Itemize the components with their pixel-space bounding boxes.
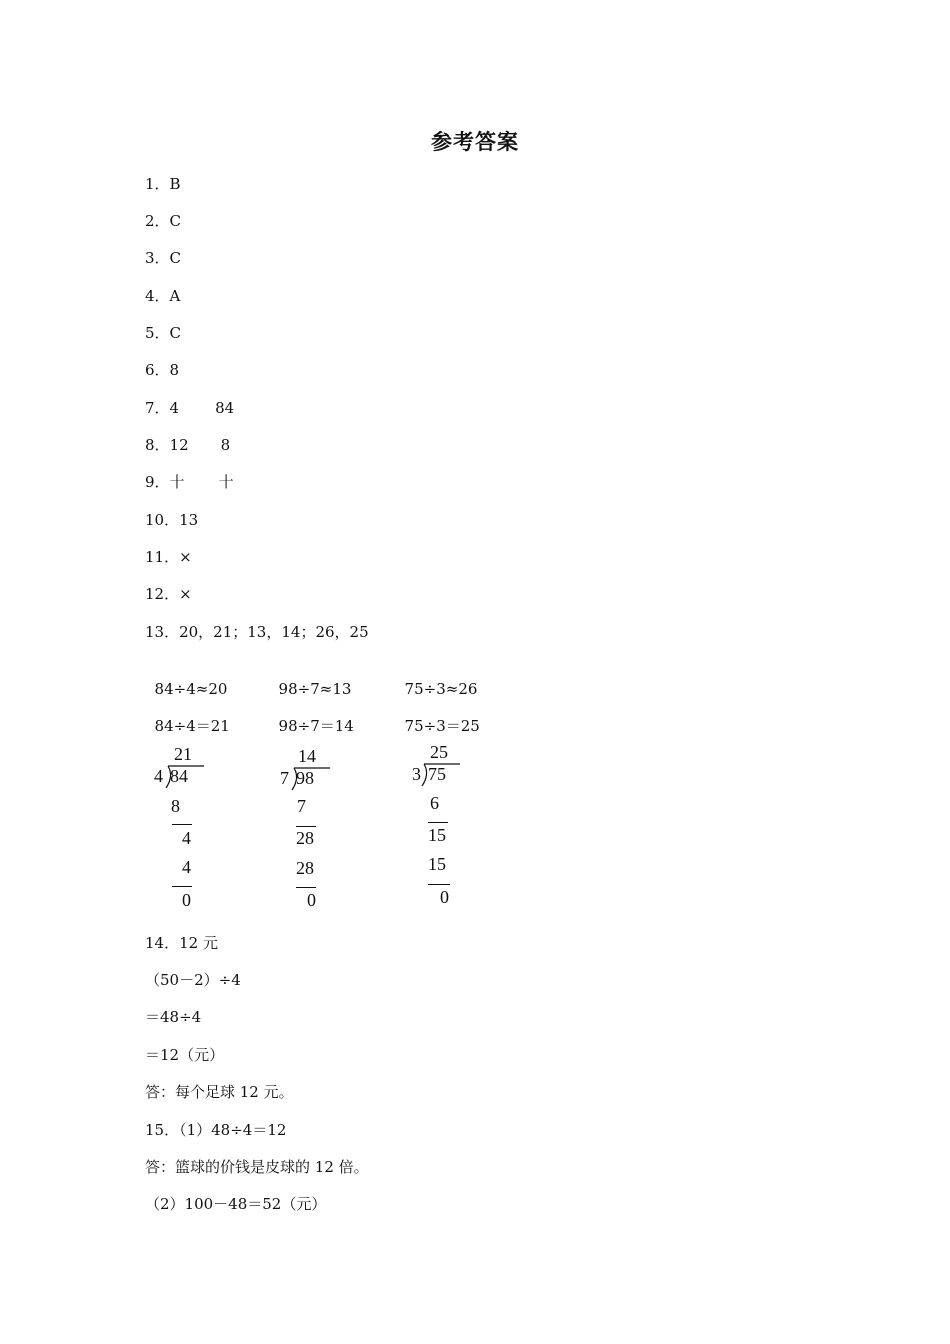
estimate-row — [145, 659, 477, 699]
answer-label: 13． — [145, 623, 180, 641]
answer-value: 12 — [169, 436, 189, 454]
estimate-2: 98÷7≈13 — [278, 680, 352, 698]
rule-line — [428, 822, 448, 823]
answer-label: 4． — [145, 287, 170, 305]
division-bracket — [160, 762, 220, 792]
remainder-1: 4 — [182, 828, 191, 848]
answer-value-2: 十 — [218, 473, 234, 491]
q15-step-1: 15．（1）48÷4＝12 — [145, 1121, 287, 1139]
answer-8 — [145, 435, 230, 455]
answer-value: C — [169, 324, 182, 342]
answer-label: 2． — [145, 212, 170, 230]
answer-value-2: 8 — [220, 436, 231, 454]
answer-value: × — [179, 548, 192, 566]
answer-10 — [145, 510, 198, 530]
quotient: 21 — [174, 744, 192, 764]
answer-label: 1． — [145, 175, 170, 193]
answer-label: 9． — [145, 473, 170, 491]
answer-value: 20，21；13，14；26，25 — [179, 623, 369, 641]
answer-label: 10． — [145, 511, 180, 529]
rule-line — [296, 826, 316, 827]
remainder-2: 0 — [440, 887, 449, 907]
q14-step-3: ＝12（元） — [145, 1046, 225, 1064]
answer-3 — [145, 248, 181, 268]
q14-step-1: （50－2）÷4 — [145, 971, 241, 989]
q15-answer-1: 答：篮球的价钱是皮球的 12 倍。 — [145, 1158, 369, 1176]
estimate-3: 75÷3≈26 — [404, 680, 478, 698]
rule-line — [172, 886, 192, 887]
answer-value: 13 — [179, 511, 199, 529]
exact-1: 84÷4＝21 — [154, 717, 230, 735]
exact-3: 75÷3＝25 — [404, 717, 480, 735]
subtract-1: 6 — [430, 793, 439, 813]
subtract-1: 8 — [171, 796, 180, 816]
dividend: 75 — [428, 764, 446, 784]
answer-value: C — [169, 249, 182, 267]
answer-12 — [145, 584, 192, 604]
rule-line — [428, 884, 450, 885]
rule-line — [296, 887, 316, 888]
q14-step-2: ＝48÷4 — [145, 1008, 202, 1026]
remainder-1: 15 — [428, 825, 446, 845]
remainder-2: 0 — [182, 890, 191, 910]
answer-value: 8 — [169, 361, 180, 379]
answer-value: 4 — [169, 399, 180, 417]
answer-label: 8． — [145, 436, 170, 454]
long-division-3 — [410, 742, 490, 912]
answer-value: C — [169, 212, 182, 230]
long-division-2 — [276, 744, 356, 914]
answer-1 — [145, 174, 181, 194]
answer-value: B — [169, 175, 181, 193]
long-division-1 — [150, 742, 230, 912]
answer-2 — [145, 211, 181, 231]
estimate-1: 84÷4≈20 — [154, 680, 228, 698]
answer-value: × — [179, 585, 192, 603]
subtract-2: 28 — [296, 858, 314, 878]
answer-value-2: 84 — [215, 399, 235, 417]
quotient: 14 — [298, 746, 316, 766]
subtract-1: 7 — [297, 796, 306, 816]
remainder-1: 28 — [296, 828, 314, 848]
answer-5 — [145, 323, 181, 343]
division-bracket — [416, 760, 476, 790]
q14-head: 14．12 元 — [145, 934, 218, 952]
answer-9 — [145, 472, 234, 492]
q14-answer: 答：每个足球 12 元。 — [145, 1083, 294, 1101]
answer-label: 3． — [145, 249, 170, 267]
page-title: 参考答案 — [431, 130, 519, 154]
divisor: 4 — [154, 766, 163, 786]
answer-label: 7． — [145, 399, 170, 417]
answer-label: 12． — [145, 585, 180, 603]
subtract-2: 15 — [428, 854, 446, 874]
remainder-2: 0 — [307, 890, 316, 910]
subtract-2: 4 — [182, 857, 191, 877]
exact-row — [145, 696, 480, 736]
answer-4 — [145, 286, 180, 306]
answer-11 — [145, 547, 192, 567]
division-bracket — [286, 764, 346, 794]
answer-label: 5． — [145, 324, 170, 342]
answer-label: 6． — [145, 361, 170, 379]
answer-6 — [145, 360, 179, 380]
divisor: 3 — [412, 764, 421, 784]
dividend: 98 — [296, 768, 314, 788]
answer-13 — [145, 622, 369, 642]
answer-7 — [145, 398, 234, 418]
answer-value: 十 — [169, 473, 185, 491]
exact-2: 98÷7＝14 — [278, 717, 354, 735]
answer-value: A — [169, 287, 181, 305]
q15-step-2: （2）100－48＝52（元） — [145, 1195, 327, 1213]
dividend: 84 — [170, 766, 188, 786]
rule-line — [172, 824, 192, 825]
divisor: 7 — [280, 768, 289, 788]
quotient: 25 — [430, 742, 448, 762]
answer-label: 11． — [145, 548, 180, 566]
